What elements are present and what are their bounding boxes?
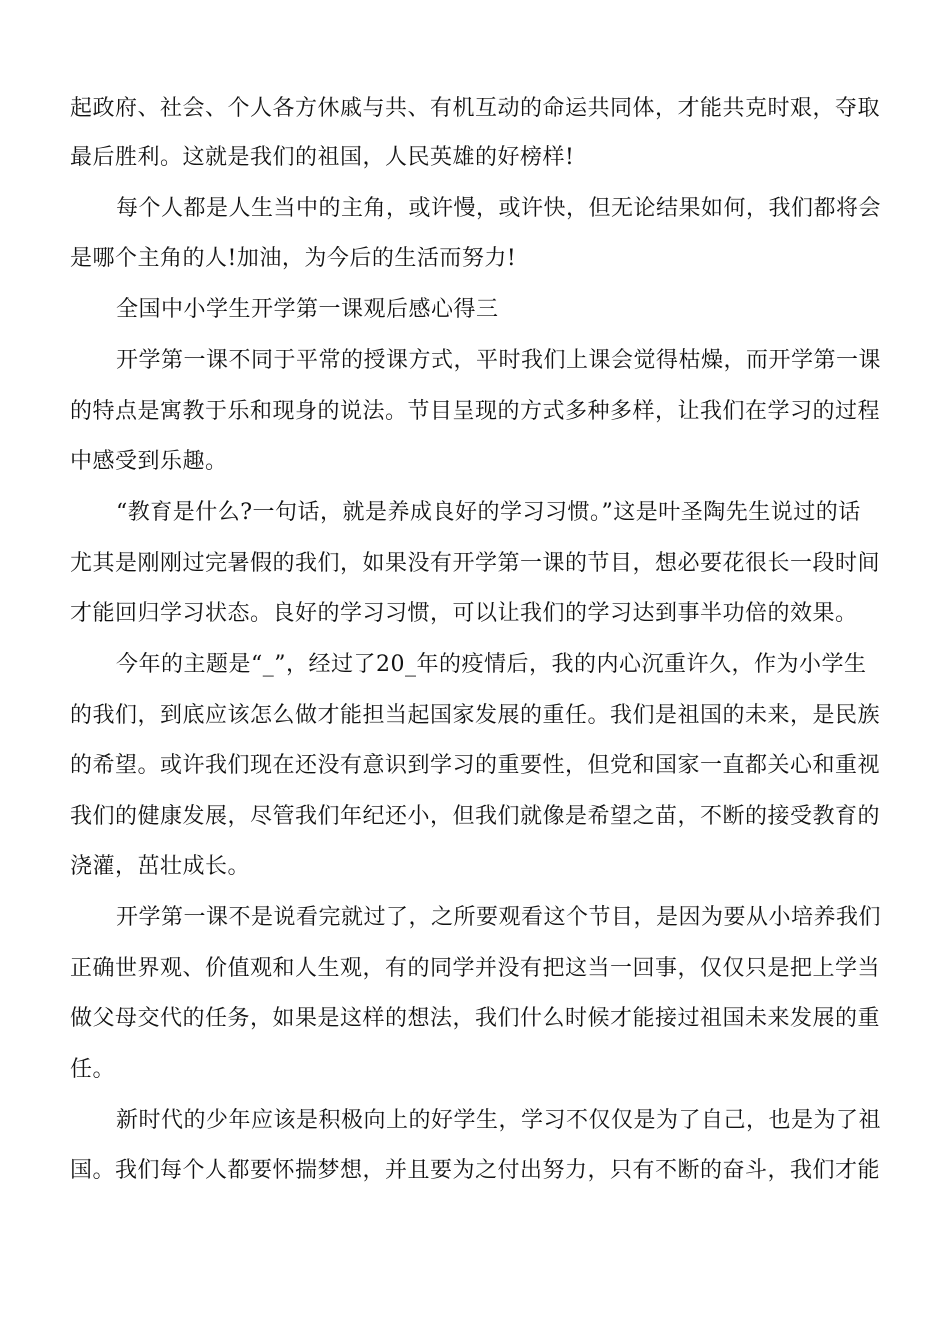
- section-heading: 全国中小学生开学第一课观后感心得三: [116, 297, 499, 322]
- text-line: 的特点是寓教于乐和现身的说法。节目呈现的方式多种多样，让我们在学习的过程: [70, 399, 881, 424]
- text-line: 国。我们每个人都要怀揣梦想，并且要为之付出努力，只有不断的奋斗，我们才能: [70, 1158, 881, 1183]
- text-line: 正确世界观、价值观和人生观，有的同学并没有把这当一回事，仅仅只是把上学当: [70, 956, 881, 981]
- text-line: 每个人都是人生当中的主角，或许慢，或许快，但无论结果如何，我们都将会: [116, 196, 882, 221]
- text-line: “教育是什么?一句话，就是养成良好的学习习惯。”这是叶圣陶先生说过的话: [116, 500, 861, 525]
- text-line: 我们的健康发展，尽管我们年纪还小，但我们就像是希望之苗，不断的接受教育的: [70, 804, 881, 829]
- text-line: 浇灌，茁壮成长。: [70, 854, 251, 879]
- text-line: 的我们，到底应该怎么做才能担当起国家发展的重任。我们是祖国的未来，是民族: [70, 703, 881, 728]
- text-line: 起政府、社会、个人各方休戚与共、有机互动的命运共同体，才能共克时艰，夺取: [70, 96, 881, 121]
- text-line: 中感受到乐趣。: [70, 449, 228, 474]
- text-line: 新时代的少年应该是积极向上的好学生，学习不仅仅是为了自己，也是为了祖: [116, 1108, 882, 1133]
- text-line: 任。: [70, 1057, 116, 1082]
- text-line: 的希望。或许我们现在还没有意识到学习的重要性，但党和国家一直都关心和重视: [70, 753, 881, 778]
- text-line: 开学第一课不同于平常的授课方式，平时我们上课会觉得枯燥，而开学第一课: [116, 348, 882, 373]
- text-line: 今年的主题是“_”，经过了20_年的疫情后，我的内心沉重许久，作为小学生: [116, 652, 867, 677]
- text-line: 最后胜利。这就是我们的祖国，人民英雄的好榜样!: [70, 145, 575, 170]
- text-line: 开学第一课不是说看完就过了，之所要观看这个节目，是因为要从小培养我们: [116, 905, 882, 930]
- text-line: 才能回归学习状态。良好的学习习惯，可以让我们的学习达到事半功倍的效果。: [70, 601, 858, 626]
- text-line: 做父母交代的任务，如果是这样的想法，我们什么时候才能接过祖国未来发展的重: [70, 1006, 881, 1031]
- text-line: 是哪个主角的人!加油，为今后的生活而努力!: [70, 246, 517, 271]
- text-line: 尤其是刚刚过完暑假的我们，如果没有开学第一课的节目，想必要花很长一段时间: [70, 551, 881, 576]
